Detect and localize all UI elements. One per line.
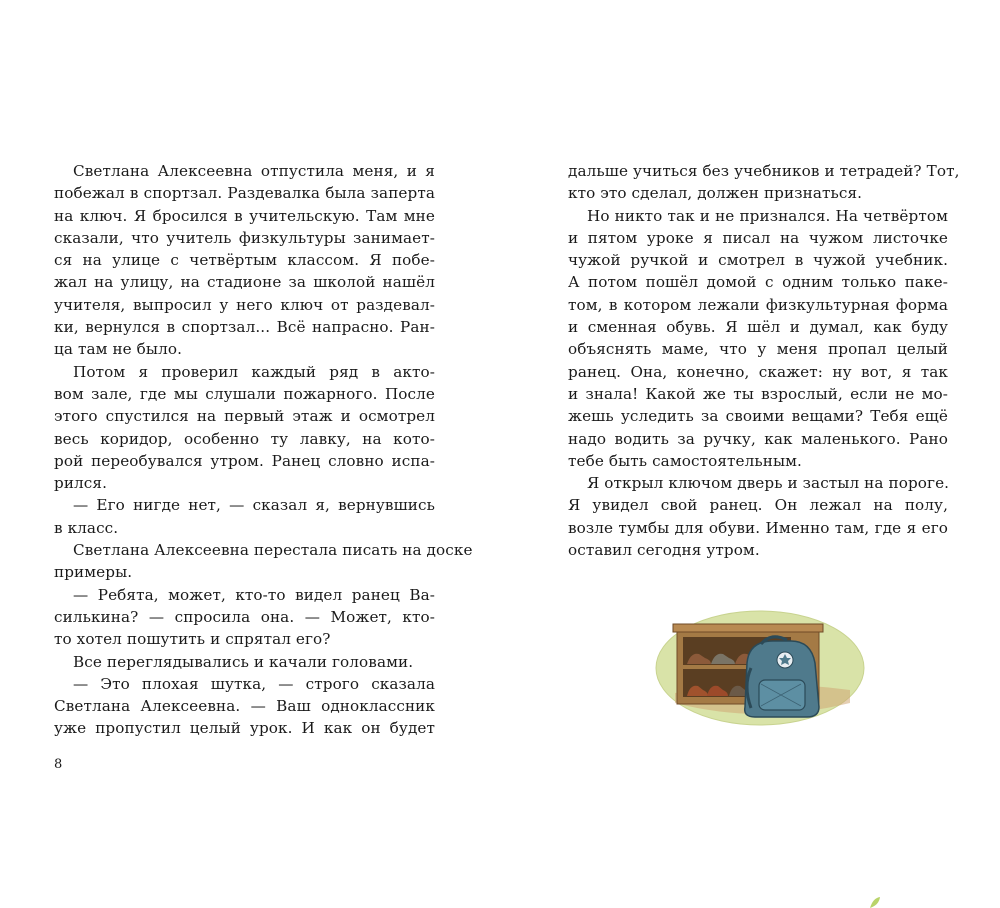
backpack-pocket	[759, 680, 805, 710]
text-line: возле тумбы для обуви. Именно там, где я его	[568, 518, 948, 537]
text-line: ся на улице с четвёртым классом. Я побе-	[54, 251, 435, 270]
text-line: объяснять маме, что у меня пропал целый	[568, 340, 948, 359]
left-page-text	[54, 160, 473, 740]
text-line: рой переобувался утром. Ранец словно испа-	[54, 451, 435, 470]
text-line: на ключ. Я бросился в учительскую. Там мне	[54, 206, 435, 225]
text-line: и знала! Какой же ты взрослый, если не мо-	[568, 384, 948, 403]
text-line: сказали, что учитель физкультуры занимает-	[54, 228, 435, 247]
right-page-text	[568, 160, 960, 561]
leaf-mark-icon	[868, 896, 882, 908]
backpack-shoe-cabinet-illustration	[655, 608, 865, 726]
text-line: Потом я проверил каждый ряд в акто-	[73, 362, 435, 381]
text-line: надо водить за ручку, как маленького. Рано	[568, 429, 948, 448]
text-line: кто это сделал, должен признаться.	[568, 184, 863, 203]
text-line: Все переглядывались и качали головами.	[73, 652, 414, 671]
text-line: тебе быть самостоятельным.	[568, 451, 802, 470]
text-line: жешь уследить за своими вещами? Тебя ещё	[568, 407, 948, 426]
text-line: ранец. Она, конечно, скажет: ну вот, я так	[568, 362, 948, 381]
text-line: учителя, выпросил у него ключ от раздевал-	[54, 295, 435, 314]
text-line: ки, вернулся в спортзал... Всё напрасно. Ран-	[54, 318, 435, 337]
text-line: ца там не было.	[54, 340, 183, 359]
text-line: весь коридор, особенно ту лавку, на кото-	[54, 429, 435, 448]
text-line: оставил сегодня утром.	[568, 541, 760, 560]
text-line: — Его нигде нет, — сказал я, вернувшись	[73, 496, 435, 515]
page-number: 8	[54, 757, 63, 772]
text-line: дальше учиться без учебников и тетрадей? Тот,	[568, 162, 960, 180]
text-line: и пятом уроке я писал на чужом листочке	[568, 228, 948, 247]
text-line: чужой ручкой и смотрел в чужой учебник.	[568, 251, 948, 270]
text-line: вом зале, где мы слушали пожарного. После	[54, 384, 435, 403]
text-line: Светлана Алексеевна отпустила меня, и я	[73, 162, 435, 180]
text-line: в класс.	[54, 518, 119, 537]
text-line: — Ребята, может, кто-то видел ранец Ва-	[73, 585, 435, 604]
cabinet-top	[673, 624, 823, 632]
text-line: А потом пошёл домой с одним только паке-	[568, 273, 948, 292]
text-line: побежал в спортзал. Раздевалка была заперта	[54, 184, 435, 203]
text-line: примеры.	[54, 563, 133, 582]
text-line: Но никто так и не признался. На четвёртом	[587, 206, 948, 225]
text-line: рился.	[54, 474, 108, 493]
text-line: и сменная обувь. Я шёл и думал, как буду	[568, 318, 948, 337]
text-line: силькина? — спросила она. — Может, кто-	[54, 607, 435, 626]
text-line: жал на улицу, на стадионе за школой нашёл	[54, 273, 435, 292]
text-line: Я увидел свой ранец. Он лежал на полу,	[568, 496, 948, 515]
text-line: — Это плохая шутка, — строго сказала	[73, 674, 435, 693]
text-line: этого спустился на первый этаж и осмотрел	[54, 407, 435, 426]
text-line: том, в котором лежали физкультурная форма	[568, 295, 948, 314]
text-line: уже пропустил целый урок. И как он будет	[54, 719, 435, 738]
text-line: то хотел пошутить и спрятал его?	[54, 630, 331, 649]
text-line: Светлана Алексеевна перестала писать на доске	[73, 541, 473, 560]
text-line: Я открыл ключом дверь и застыл на пороге.	[587, 474, 950, 493]
text-line: Светлана Алексеевна. — Ваш одноклассник	[54, 697, 435, 716]
